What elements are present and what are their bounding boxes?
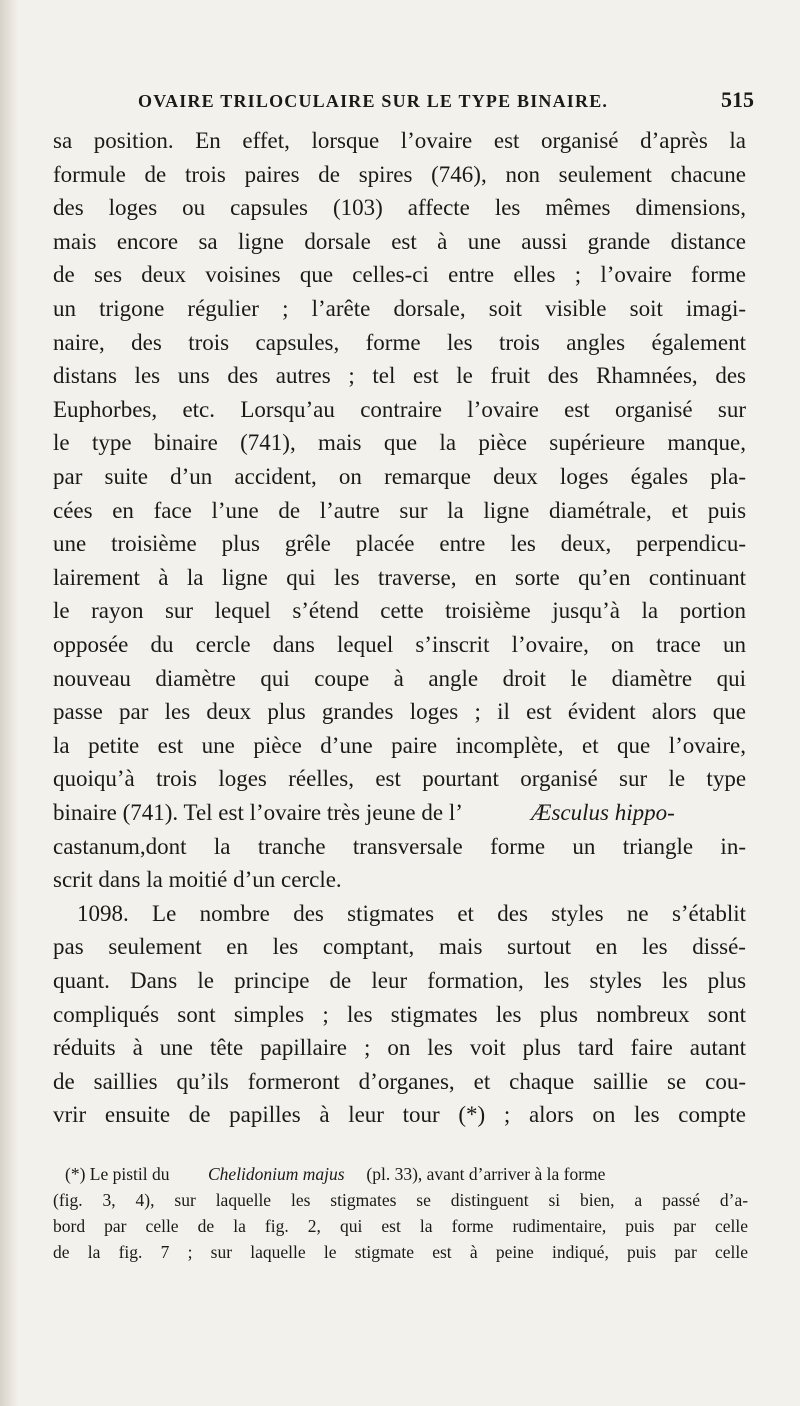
text-line: cées en face l’une de l’autre sur la ligne diamétrale, et puis [53,497,747,523]
text-line: un trigone régulier ; l’arête dorsale, soit visible soit imagi- [53,296,747,321]
running-header [102,85,754,117]
text-line: naire, des trois capsules, forme les trois angles également [53,329,746,355]
text-line: opposée du cercle dans lequel s’inscrit l’ovaire, on trace un [53,632,746,657]
footnote-line: de la fig. 7 ; sur laquelle le stigmate est à peine indiqué, puis par celle [53,1242,749,1262]
page-number: 515 [721,87,754,112]
text-line: réduits à une tête papillaire ; on les voit plus tard faire autant [53,1035,746,1061]
species-name-italic: Æsculus hippo- [531,800,675,825]
text-line: de ses deux voisines que celles-ci entre elles ; l’ovaire forme [53,262,746,288]
text-line: nouveau diamètre qui coupe à angle droit le diamètre qui [53,665,746,691]
text-line: de saillies qu’ils formeront d’organes, et chaque saillie se cou- [53,1068,747,1094]
text-line: la petite est une pièce d’une paire incomplète, et que l’ovaire, [53,732,747,758]
text-line: distans les uns des autres ; tel est le fruit des Rhamnées, des [53,363,747,389]
text-line: sa position. En effet, lorsque l’ovaire est organisé d’après la [53,128,746,153]
text-line: Euphorbes, etc. Lorsqu’au contraire l’ovaire est organisé sur [53,396,746,422]
text-line: des loges ou capsules (103) affecte les mêmes dimensions, [53,195,746,221]
text-line: compliqués sont simples ; les stigmates les plus nombreux sont [53,1001,747,1027]
footnote-line: bord par celle de la fig. 2, qui est la forme rudimentaire, puis par celle [53,1216,748,1236]
text-line: par suite d’un accident, on remarque deux loges égales pla- [53,464,746,489]
text-line: le type binaire (741), mais que la pièce supérieure manque, [53,430,746,456]
text-line: pas seulement en les comptant, mais surtout en les dissé- [53,934,746,960]
text-line: formule de trois paires de spires (746), non seulement chacune [53,161,746,187]
text-line: binaire (741). Tel est l’ovaire très jeune de l’ Æsculus hippo- [0,795,800,831]
text-line: mais encore sa ligne dorsale est à une aussi grande distance [53,228,746,254]
text-line: passe par les deux plus grandes loges ; il est évident alors que [53,699,746,725]
text-line: quoiqu’à trois loges réelles, est pourtant organisé sur le type [53,766,747,792]
section-1098-start: 1098. Le nombre des stigmates et des styles ne s’établit [77,900,747,926]
footnote-line: (*) Le pistil du Chelidonium majus (pl. 33), avant d’arriver à la forme [65,1164,606,1184]
running-title: OVAIRE TRILOCULAIRE SUR LE TYPE BINAIRE. [138,91,609,111]
text-line: scrit dans la moitié d’un cercle. [53,867,342,893]
text-line: lairement à la ligne qui les traverse, en sorte qu’en continuant [53,564,746,590]
text-line: castanum,dont la tranche transversale forme un triangle in- [53,833,746,859]
text-line: une troisième plus grêle placée entre les deux, perpendicu- [53,531,746,557]
text-line: vrir ensuite de papilles à leur tour (*) ; alors on les compte [53,1102,746,1128]
text-line: le rayon sur lequel s’étend cette troisième jusqu’à la portion [53,598,747,624]
footnote-line: (fig. 3, 4), sur laquelle les stigmates se distinguent si bien, a passé d’a- [53,1190,749,1210]
text-line: quant. Dans le principe de leur formation, les styles les plus [53,968,747,993]
